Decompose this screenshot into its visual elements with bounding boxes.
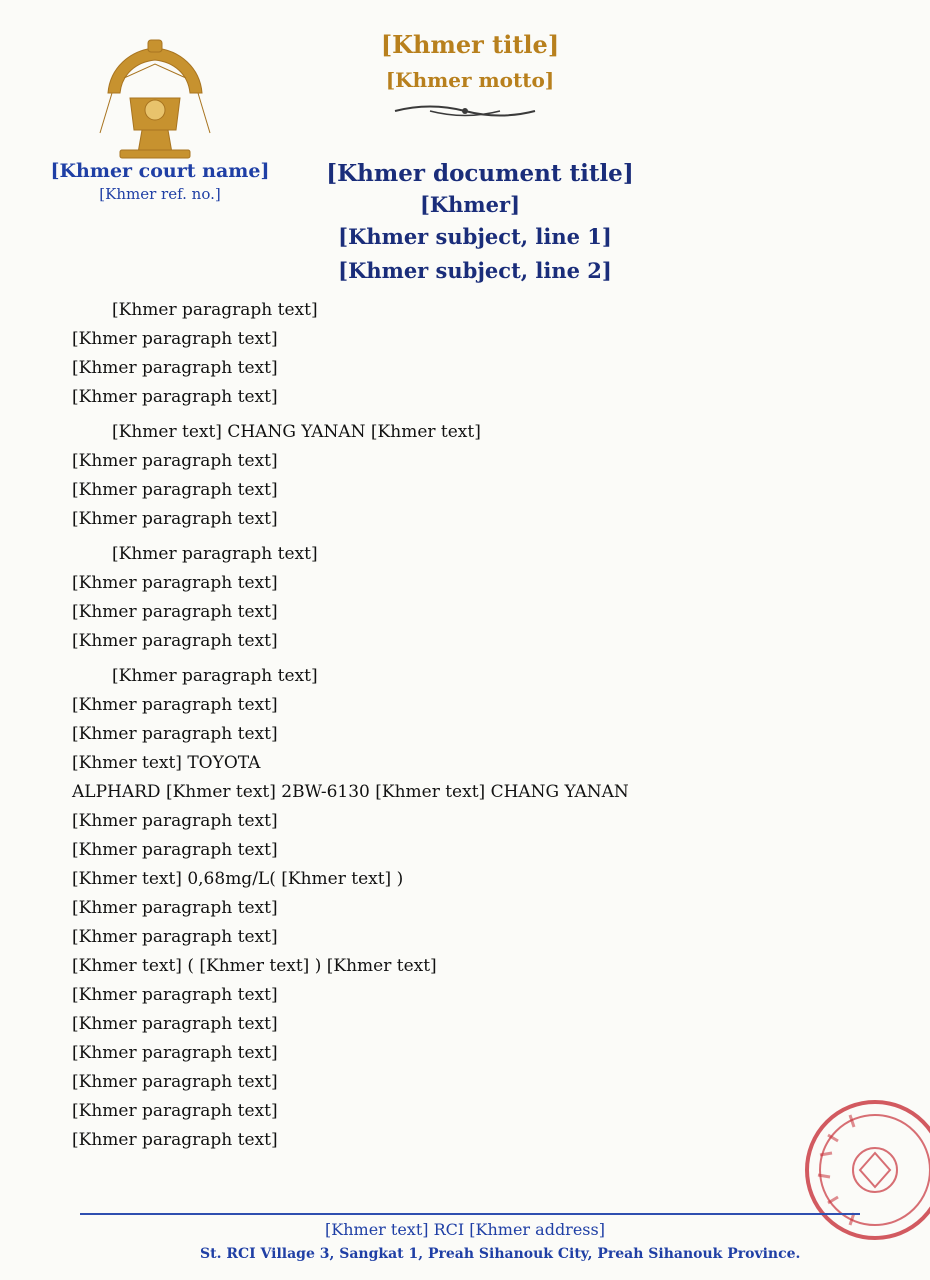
body-line: [Khmer paragraph text] <box>72 695 278 715</box>
body-line: [Khmer paragraph text] <box>72 573 278 593</box>
body-line: [Khmer paragraph text] <box>72 1072 278 1092</box>
footer-address-en: St. RCI Village 3, Sangkat 1, Preah Sihanouk City, Preah Sihanouk Province. <box>200 1246 801 1262</box>
court-name: [Khmer court name] <box>50 160 270 182</box>
paragraph-facts <box>72 662 862 1155</box>
footer-address-kh: [Khmer text] RCI [Khmer address] <box>325 1220 605 1239</box>
body-line: [Khmer paragraph text] <box>72 898 278 918</box>
body-line: [Khmer paragraph text] <box>72 724 278 744</box>
body-line: [Khmer paragraph text] <box>72 451 278 471</box>
kingdom-title: [Khmer title] <box>380 30 560 59</box>
body-line: [Khmer paragraph text] <box>112 666 318 686</box>
body-line: [Khmer paragraph text] <box>72 1043 278 1063</box>
subject-line-2: [Khmer subject, line 2] <box>338 258 612 283</box>
ornament-divider-icon <box>390 100 540 122</box>
body-line: [Khmer paragraph text] <box>112 544 318 564</box>
body-line: [Khmer paragraph text] <box>72 1130 278 1150</box>
body-line: [Khmer paragraph text] <box>72 840 278 860</box>
document-body <box>72 296 862 1161</box>
footer-divider <box>80 1213 860 1215</box>
body-line: [Khmer paragraph text] <box>72 985 278 1005</box>
document-title: [Khmer document title] <box>326 160 634 187</box>
body-line: [Khmer paragraph text] <box>72 1014 278 1034</box>
body-line: [Khmer paragraph text] <box>72 480 278 500</box>
national-motto: [Khmer motto] <box>385 68 555 92</box>
body-line: ALPHARD [Khmer text] 2BW-6130 [Khmer text] CHANG YANAN <box>72 782 629 802</box>
body-line: [Khmer paragraph text] <box>72 509 278 529</box>
reference-number: [Khmer ref. no.] <box>99 185 221 203</box>
subject-line-1: [Khmer subject, line 1] <box>338 224 612 249</box>
body-line: [Khmer paragraph text] <box>72 631 278 651</box>
body-line: [Khmer paragraph text] <box>72 602 278 622</box>
body-line: [Khmer paragraph text] <box>72 358 278 378</box>
official-stamp-icon <box>780 1095 930 1245</box>
paragraph-defendant-1 <box>72 418 862 534</box>
subject-label: [Khmer] <box>419 192 521 217</box>
body-line: [Khmer text] TOYOTA <box>72 753 261 773</box>
body-line: [Khmer text] CHANG YANAN [Khmer text] <box>112 422 481 442</box>
body-line: [Khmer text] 0,68mg/L( [Khmer text] ) <box>72 869 404 889</box>
body-line: [Khmer paragraph text] <box>72 387 278 407</box>
body-line: [Khmer paragraph text] <box>112 300 318 320</box>
court-emblem-icon <box>90 38 220 163</box>
body-line: [Khmer paragraph text] <box>72 1101 278 1121</box>
body-line: [Khmer paragraph text] <box>72 329 278 349</box>
body-line: [Khmer paragraph text] <box>72 811 278 831</box>
body-line: [Khmer text] ( [Khmer text] ) [Khmer text] <box>72 956 437 976</box>
paragraph-defendant-2 <box>72 540 862 656</box>
body-line: [Khmer paragraph text] <box>72 927 278 947</box>
paragraph-intro <box>72 296 862 412</box>
